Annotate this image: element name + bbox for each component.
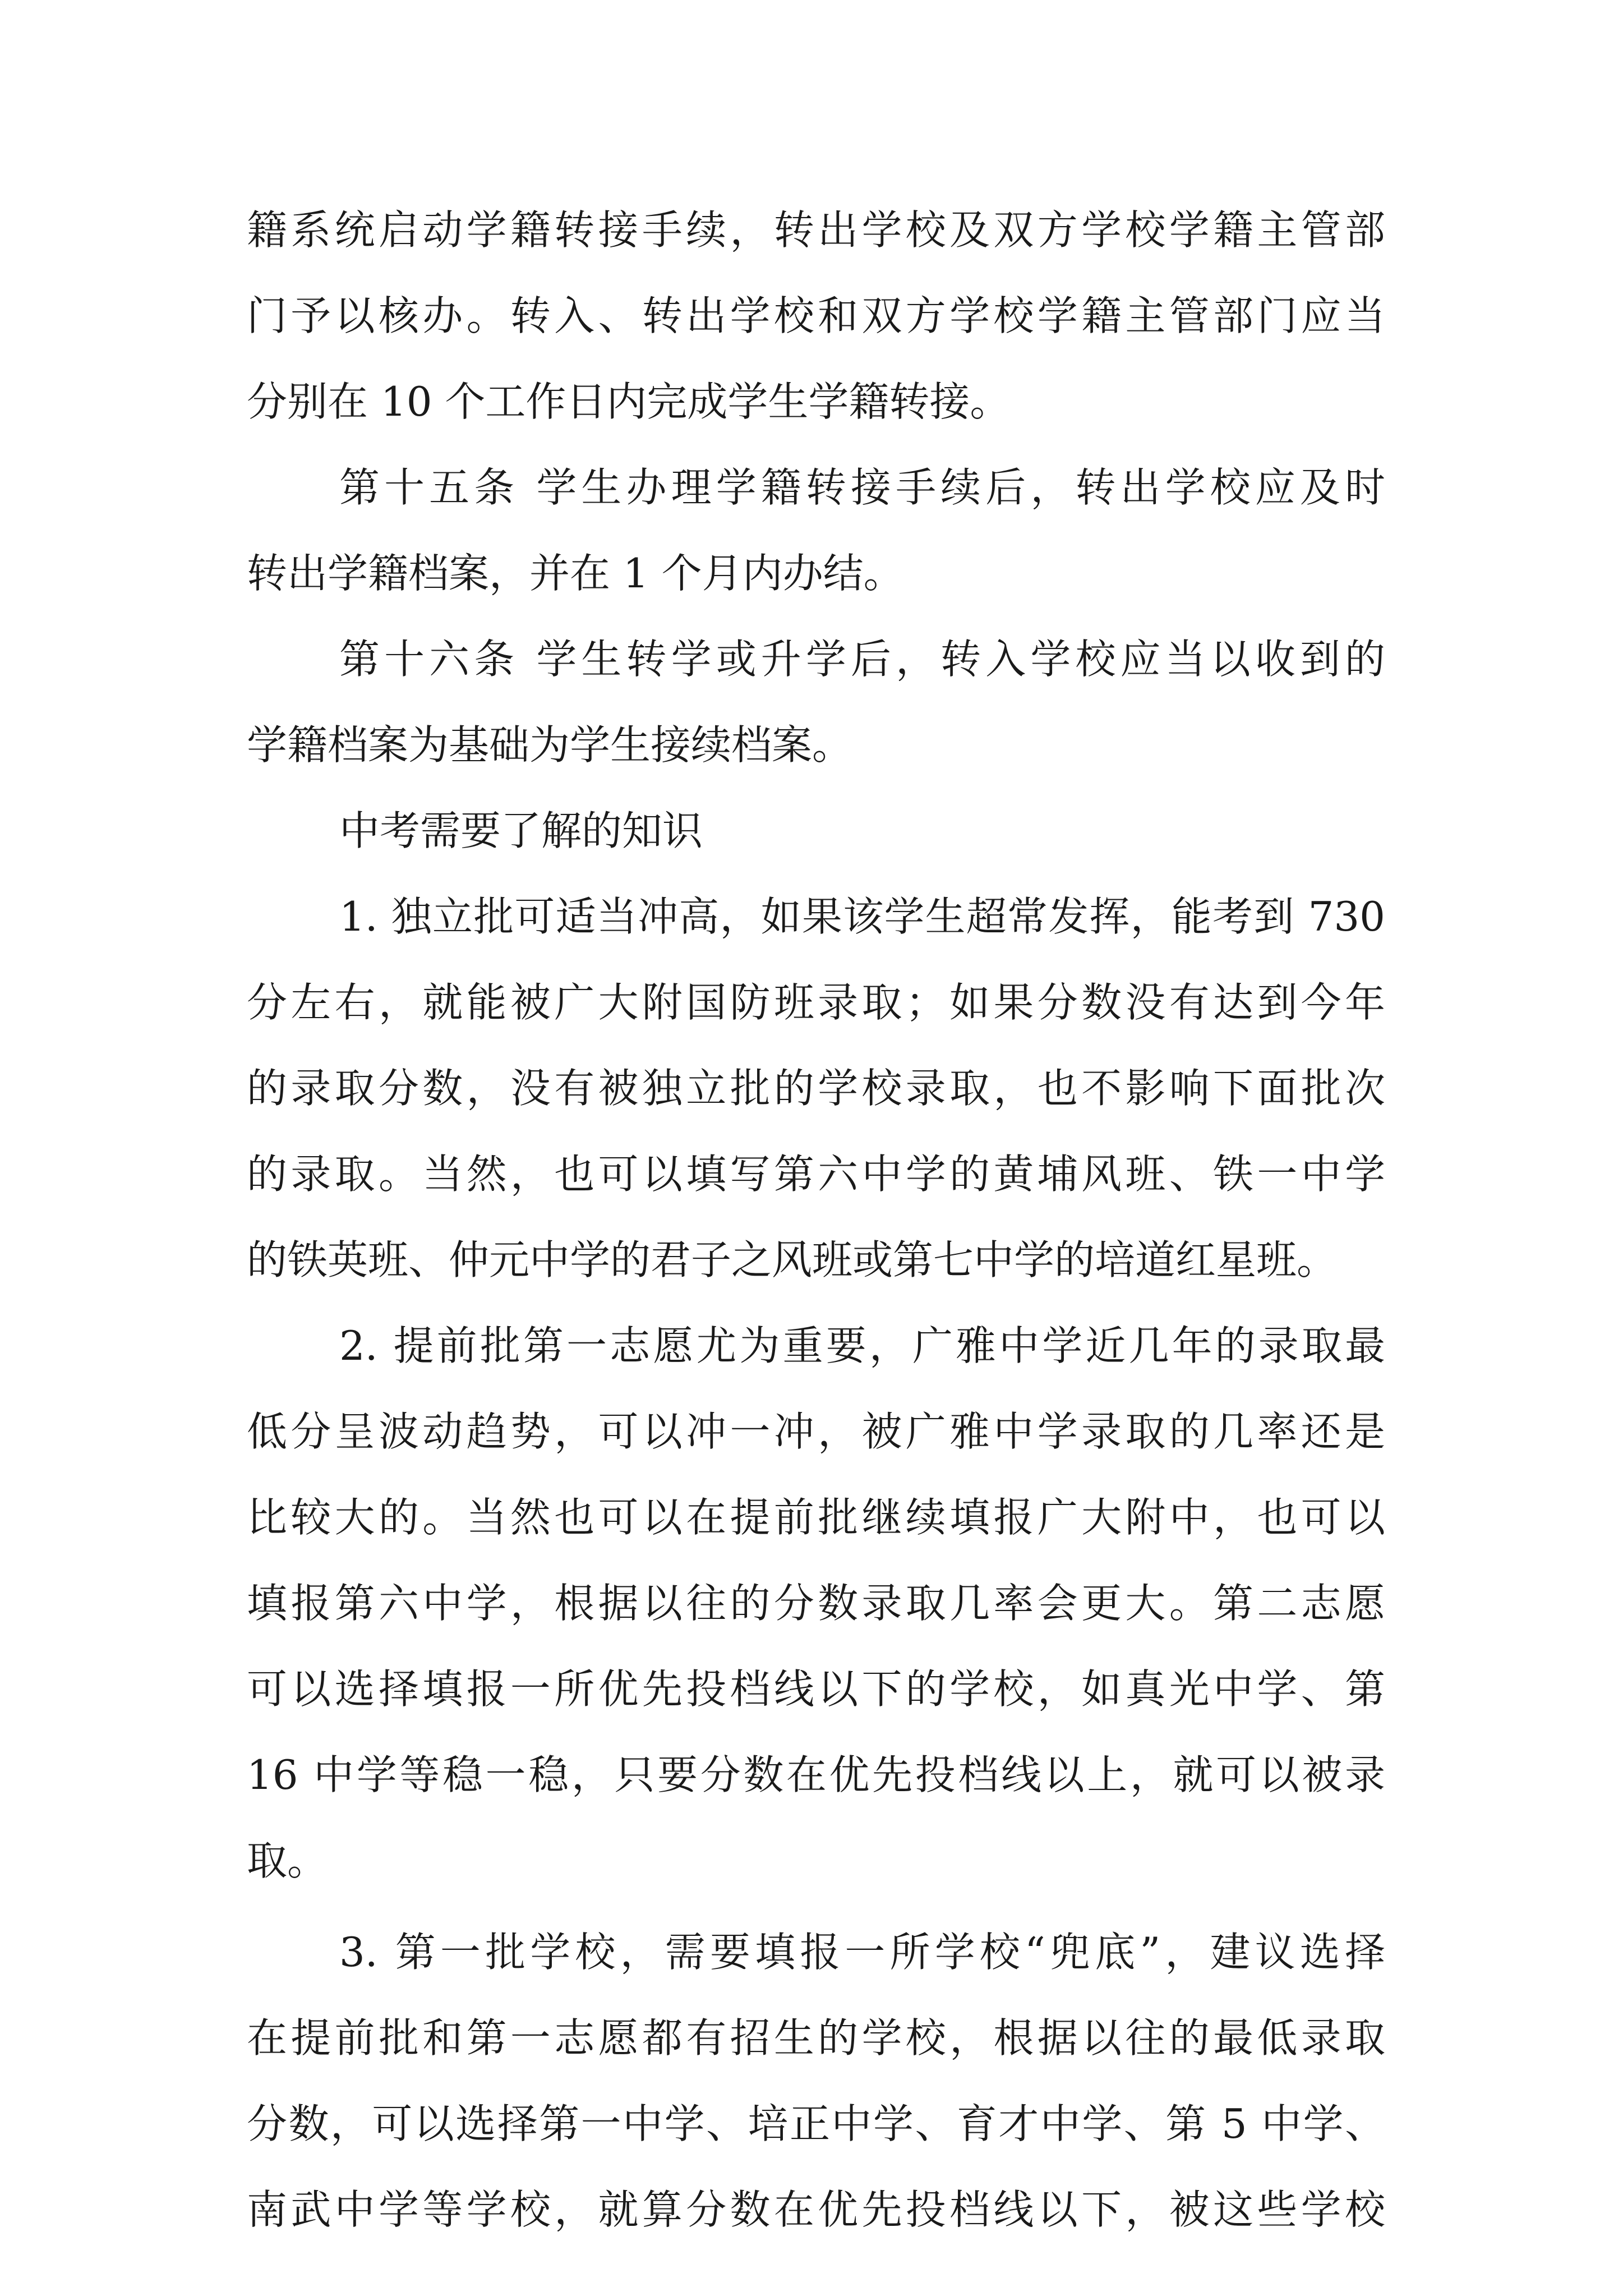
text-line: 16 中学等稳一稳，只要分数在优先投档线以上，就可以被录 (247, 1751, 1385, 1798)
text-line: 1. 独立批可适当冲高，如果该学生超常发挥，能考到 730 (339, 893, 1385, 940)
section-heading: 中考需要了解的知识 (339, 807, 703, 854)
text-line: 比较大的。当然也可以在提前批继续填报广大附中，也可以 (247, 1494, 1385, 1541)
text-line: 3. 第一批学校，需要填报一所学校“兜底”，建议选择 (339, 1929, 1385, 1976)
text-line: 籍系统启动学籍转接手续，转出学校及双方学校学籍主管部 (247, 206, 1385, 254)
text-line: 低分呈波动趋势，可以冲一冲，被广雅中学录取的几率还是 (247, 1408, 1385, 1455)
text-line: 在提前批和第一志愿都有招生的学校，根据以往的最低录取 (247, 2014, 1385, 2062)
text-line: 门予以核办。转入、转出学校和双方学校学籍主管部门应当 (247, 292, 1385, 339)
text-line: 填报第六中学，根据以往的分数录取几率会更大。第二志愿 (247, 1580, 1385, 1627)
text-line: 第十六条 学生转学或升学后，转入学校应当以收到的 (339, 636, 1385, 683)
text-line: 的录取分数，没有被独立批的学校录取，也不影响下面批次 (247, 1065, 1385, 1112)
text-line: 取。 (247, 1837, 328, 1884)
text-line: 第十五条 学生办理学籍转接手续后，转出学校应及时 (339, 464, 1385, 511)
text-line: 分左右，就能被广大附国防班录取；如果分数没有达到今年 (247, 979, 1385, 1026)
text-line: 转出学籍档案，并在 1 个月内办结。 (247, 550, 904, 597)
text-line: 可以选择填报一所优先投档线以下的学校，如真光中学、第 (247, 1665, 1385, 1713)
text-line: 2. 提前批第一志愿尤为重要，广雅中学近几年的录取最 (339, 1322, 1385, 1369)
text-line: 的铁英班、仲元中学的君子之风班或第七中学的培道红星班。 (247, 1236, 1338, 1283)
text-line: 的录取。当然，也可以填写第六中学的黄埔风班、铁一中学 (247, 1151, 1385, 1198)
text-line: 分数，可以选择第一中学、培正中学、育才中学、第 5 中学、 (247, 2100, 1385, 2147)
text-line: 南武中学等学校，就算分数在优先投档线以下，被这些学校 (247, 2186, 1385, 2233)
text-line: 分别在 10 个工作日内完成学生学籍转接。 (247, 378, 1011, 425)
text-line: 学籍档案为基础为学生接续档案。 (247, 721, 853, 769)
